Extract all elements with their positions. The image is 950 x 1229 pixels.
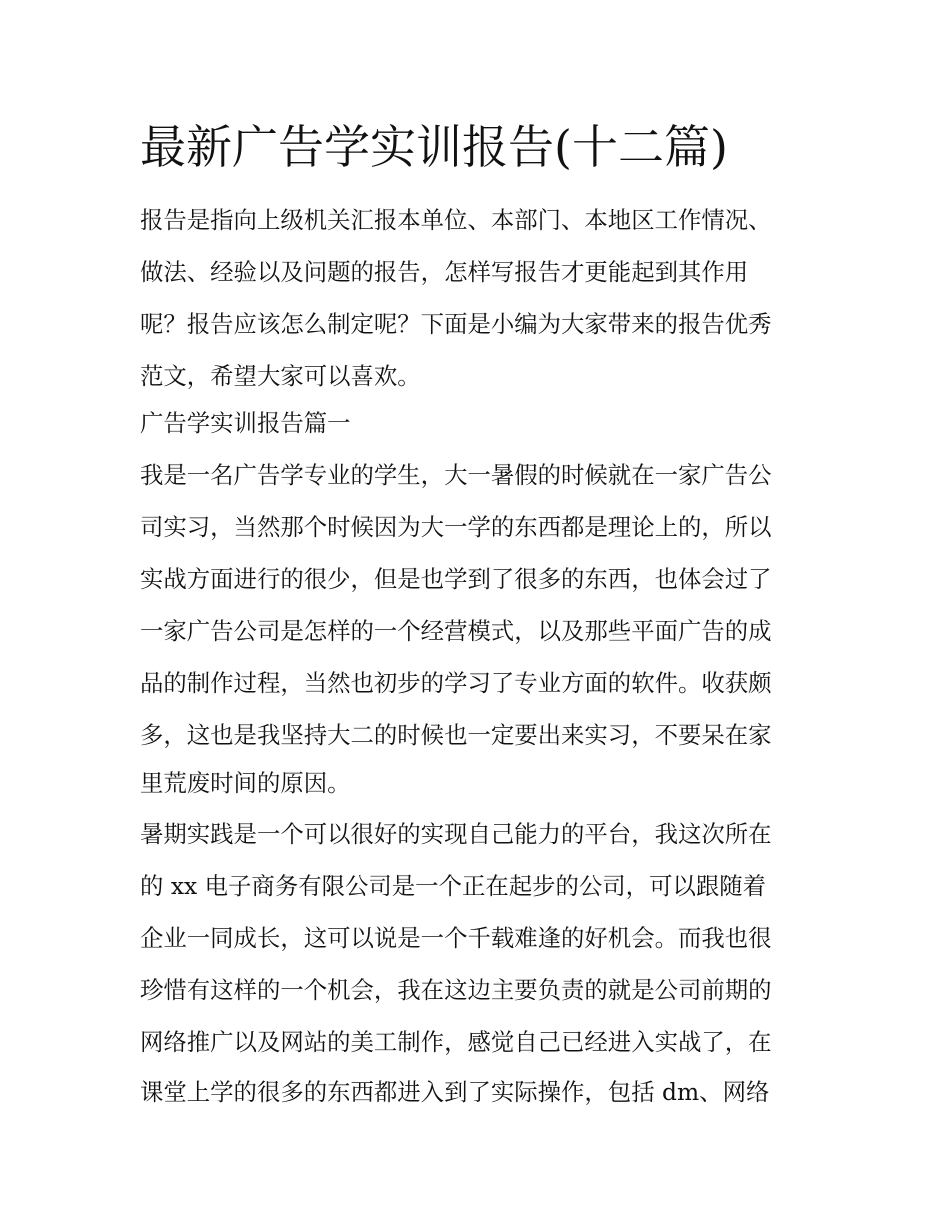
paragraph-1-line-1: 我是一名广告学专业的学生，大一暑假的时候就在一家广告公 [140,461,772,489]
intro-line-2: 做法、经验以及问题的报告，怎样写报告才更能起到其作用 [140,258,749,286]
paragraph-2-line-5: 网络推广以及网站的美工制作，感觉自己已经进入实战了，在 [140,1028,772,1056]
paragraph-2-line-1: 暑期实践是一个可以很好的实现自己能力的平台，我这次所在 [140,820,772,848]
paragraph-1-line-4: 一家广告公司是怎样的一个经营模式，以及那些平面广告的成 [140,617,772,645]
intro-line-3: 呢？报告应该怎么制定呢？下面是小编为大家带来的报告优秀 [140,310,772,338]
paragraph-2-line-2: 的 xx 电子商务有限公司是一个正在起步的公司，可以跟随着 [140,872,767,900]
paragraph-2-line-6: 课堂上学的很多的东西都进入到了实际操作，包括 dm、网络 [140,1078,770,1106]
paragraph-1-line-6: 多，这也是我坚持大二的时候也一定要出来实习，不要呆在家 [140,721,772,749]
document-title: 最新广告学实训报告(十二篇) [140,120,728,174]
paragraph-1-line-7: 里荒废时间的原因。 [140,769,351,797]
intro-line-4: 范文，希望大家可以喜欢。 [140,362,421,390]
paragraph-2-line-4: 珍惜有这样的一个机会，我在这边主要负责的就是公司前期的 [140,976,772,1004]
paragraph-1-line-2: 司实习，当然那个时候因为大一学的东西都是理论上的，所以 [140,513,772,541]
intro-line-1: 报告是指向上级机关汇报本单位、本部门、本地区工作情况、 [140,206,772,234]
paragraph-1-line-3: 实战方面进行的很少，但是也学到了很多的东西，也体会过了 [140,565,772,593]
paragraph-2-line-3: 企业一同成长，这可以说是一个千载难逢的好机会。而我也很 [140,924,772,952]
section-heading: 广告学实训报告篇一 [140,409,351,437]
paragraph-1-line-5: 品的制作过程，当然也初步的学习了专业方面的软件。收获颇 [140,669,772,697]
